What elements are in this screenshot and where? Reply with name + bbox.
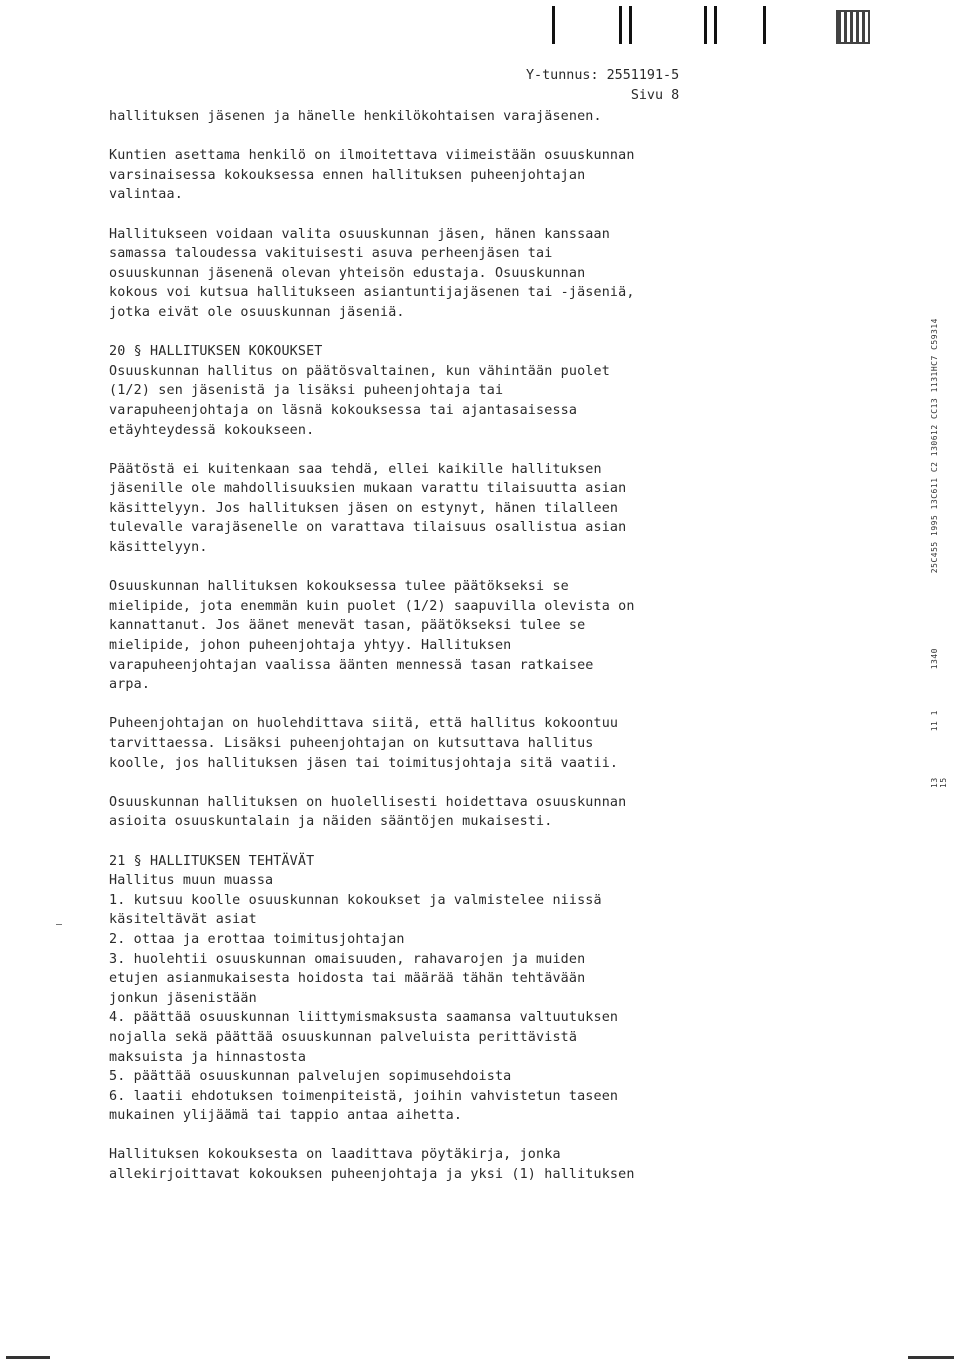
paragraph [109,225,749,323]
paragraph [109,107,749,127]
paragraph [109,146,749,205]
text-line: (1/2) sen jäsenistä ja lisäksi puheenjohtaja tai [109,383,504,399]
text-line: tarvittaessa. Lisäksi puheenjohtajan on kutsuttava hallitus [109,736,594,751]
text-line: käsiteltävät asiat [109,912,257,928]
barcode-bar-6 [763,6,766,44]
scan-edge-mark [6,1356,50,1359]
text-line: Hallituksen kokouksesta on laadittava pöytäkirja, jonka [109,1147,561,1163]
text-line: mielipide, jota enemmän kuin puolet (1/2) saapuvilla olevista on [109,598,635,614]
paragraph [109,460,749,558]
text-line: 6. laatii ehdotuksen toimenpiteistä, joihin vahvistetun taseen [109,1088,619,1104]
text-line: jäsenille ole mahdollisuuksien mukaan varattu tilaisuutta asian [109,481,627,497]
text-line: valintaa. [109,187,183,203]
text-line: osuuskunnan jäsenenä olevan yhteisön edustaja. Osuuskunnan [109,265,586,281]
side-stamp [930,318,950,788]
text-line: käsittelyyn. Jos hallituksen jäsen on estynyt, hänen tilalleen [109,500,619,516]
text-line: 20 § HALLITUKSEN KOKOUKSET [109,344,323,360]
text-line: allekirjoittavat kokouksen puheenjohtaja ja yksi (1) hallituksen [109,1167,635,1183]
side-stamp-text: 11 1 [930,710,939,732]
document-body [109,107,749,1204]
text-line: kannattanut. Jos äänet menevät tasan, päätökseksi tulee se [109,618,586,634]
barcode-bar-3 [629,6,632,44]
text-line: etujen asianmukaisesta hoidosta tai määrää tähän tehtävään [109,971,586,987]
side-stamp-text: 13 15 [930,777,948,788]
text-line: varapuheenjohtaja on läsnä kokouksessa tai ajantasaisessa [109,402,578,418]
barcode-bar-1 [552,6,555,44]
text-line: kokous voi kutsua hallitukseen asiantuntijajäsenen tai -jäseniä, [109,285,635,301]
margin-mark [56,924,62,925]
text-line: jotka eivät ole osuuskunnan jäseniä. [109,304,405,320]
text-line: tulevalle varajäsenelle on varattava tilaisuus osallistua asian [109,520,627,536]
page-header [526,66,679,106]
text-line: käsittelyyn. [109,540,208,556]
text-line: Hallitukseen voidaan valita osuuskunnan jäsen, hänen kanssaan [109,226,610,242]
text-line: asioita osuuskuntalain ja näiden sääntöjen mukaisesti. [109,814,553,830]
text-line: nojalla sekä päättää osuuskunnan palveluista perittävistä [109,1029,578,1045]
paragraph [109,852,749,1126]
text-line: Kuntien asettama henkilö on ilmoitettava viimeistään osuuskunnan [109,148,635,164]
qr-code-icon [836,10,870,44]
page-number: Sivu 8 [630,88,680,103]
text-line: 3. huolehtii osuuskunnan omaisuuden, rahavarojen ja muiden [109,951,586,967]
barcode-bar-5 [714,6,717,44]
text-line: 1. kutsuu koolle osuuskunnan kokoukset ja valmistelee niissä [109,892,602,908]
text-line: 5. päättää osuuskunnan palvelujen sopimusehdoista [109,1069,512,1085]
text-line: Hallitus muun muassa [109,873,274,889]
text-line: koolle, jos hallituksen jäsen tai toimitusjohtaja sitä vaatii. [109,755,619,771]
side-stamp-text: 1340 [930,648,939,670]
text-line: 2. ottaa ja erottaa toimitusjohtajan [109,931,405,947]
paragraph [109,577,749,695]
text-line: Päätöstä ei kuitenkaan saa tehdä, ellei kaikille hallituksen [109,461,602,477]
text-line: mielipide, johon puheenjohtaja yhtyy. Hallituksen [109,638,512,654]
scan-edge-mark [908,1356,954,1359]
text-line: Puheenjohtajan on huolehdittava siitä, että hallitus kokoontuu [109,716,619,732]
text-line: Osuuskunnan hallituksen on huolellisesti hoidettava osuuskunnan [109,794,627,810]
text-line: 21 § HALLITUKSEN TEHTÄVÄT [109,853,315,869]
barcode-bar-2 [619,6,622,44]
text-line: samassa taloudessa vakituisesti asuva perheenjäsen tai [109,246,553,262]
paragraph [109,1145,749,1184]
text-line: Osuuskunnan hallitus on päätösvaltainen, kun vähintään puolet [109,363,610,379]
paragraph [109,714,749,773]
paragraph [109,342,749,440]
barcode-bar-4 [704,6,707,44]
paragraph [109,793,749,832]
text-line: 4. päättää osuuskunnan liittymismaksusta saamansa valtuutuksen [109,1010,619,1026]
side-stamp-text: 25C455 1995 13C611 C2 130612 CC13 1131HC7 C59314 [930,318,939,574]
text-line: varapuheenjohtajan vaalissa äänten mennessä tasan ratkaisee [109,657,594,673]
text-line: varsinaisessa kokouksessa ennen hallituksen puheenjohtajan [109,167,586,183]
text-line: maksuista ja hinnastosta [109,1049,307,1065]
text-line: etäyhteydessä kokoukseen. [109,422,315,438]
text-line: hallituksen jäsenen ja hänelle henkilökohtaisen varajäsenen. [109,109,602,124]
text-line: Osuuskunnan hallituksen kokouksessa tulee päätökseksi se [109,579,569,595]
business-id: Y-tunnus: 2551191-5 [526,68,680,83]
text-line: mukainen ylijäämä tai tappio antaa aihetta. [109,1108,463,1124]
text-line: arpa. [109,677,151,693]
text-line: jonkun jäsenistään [109,990,257,1006]
